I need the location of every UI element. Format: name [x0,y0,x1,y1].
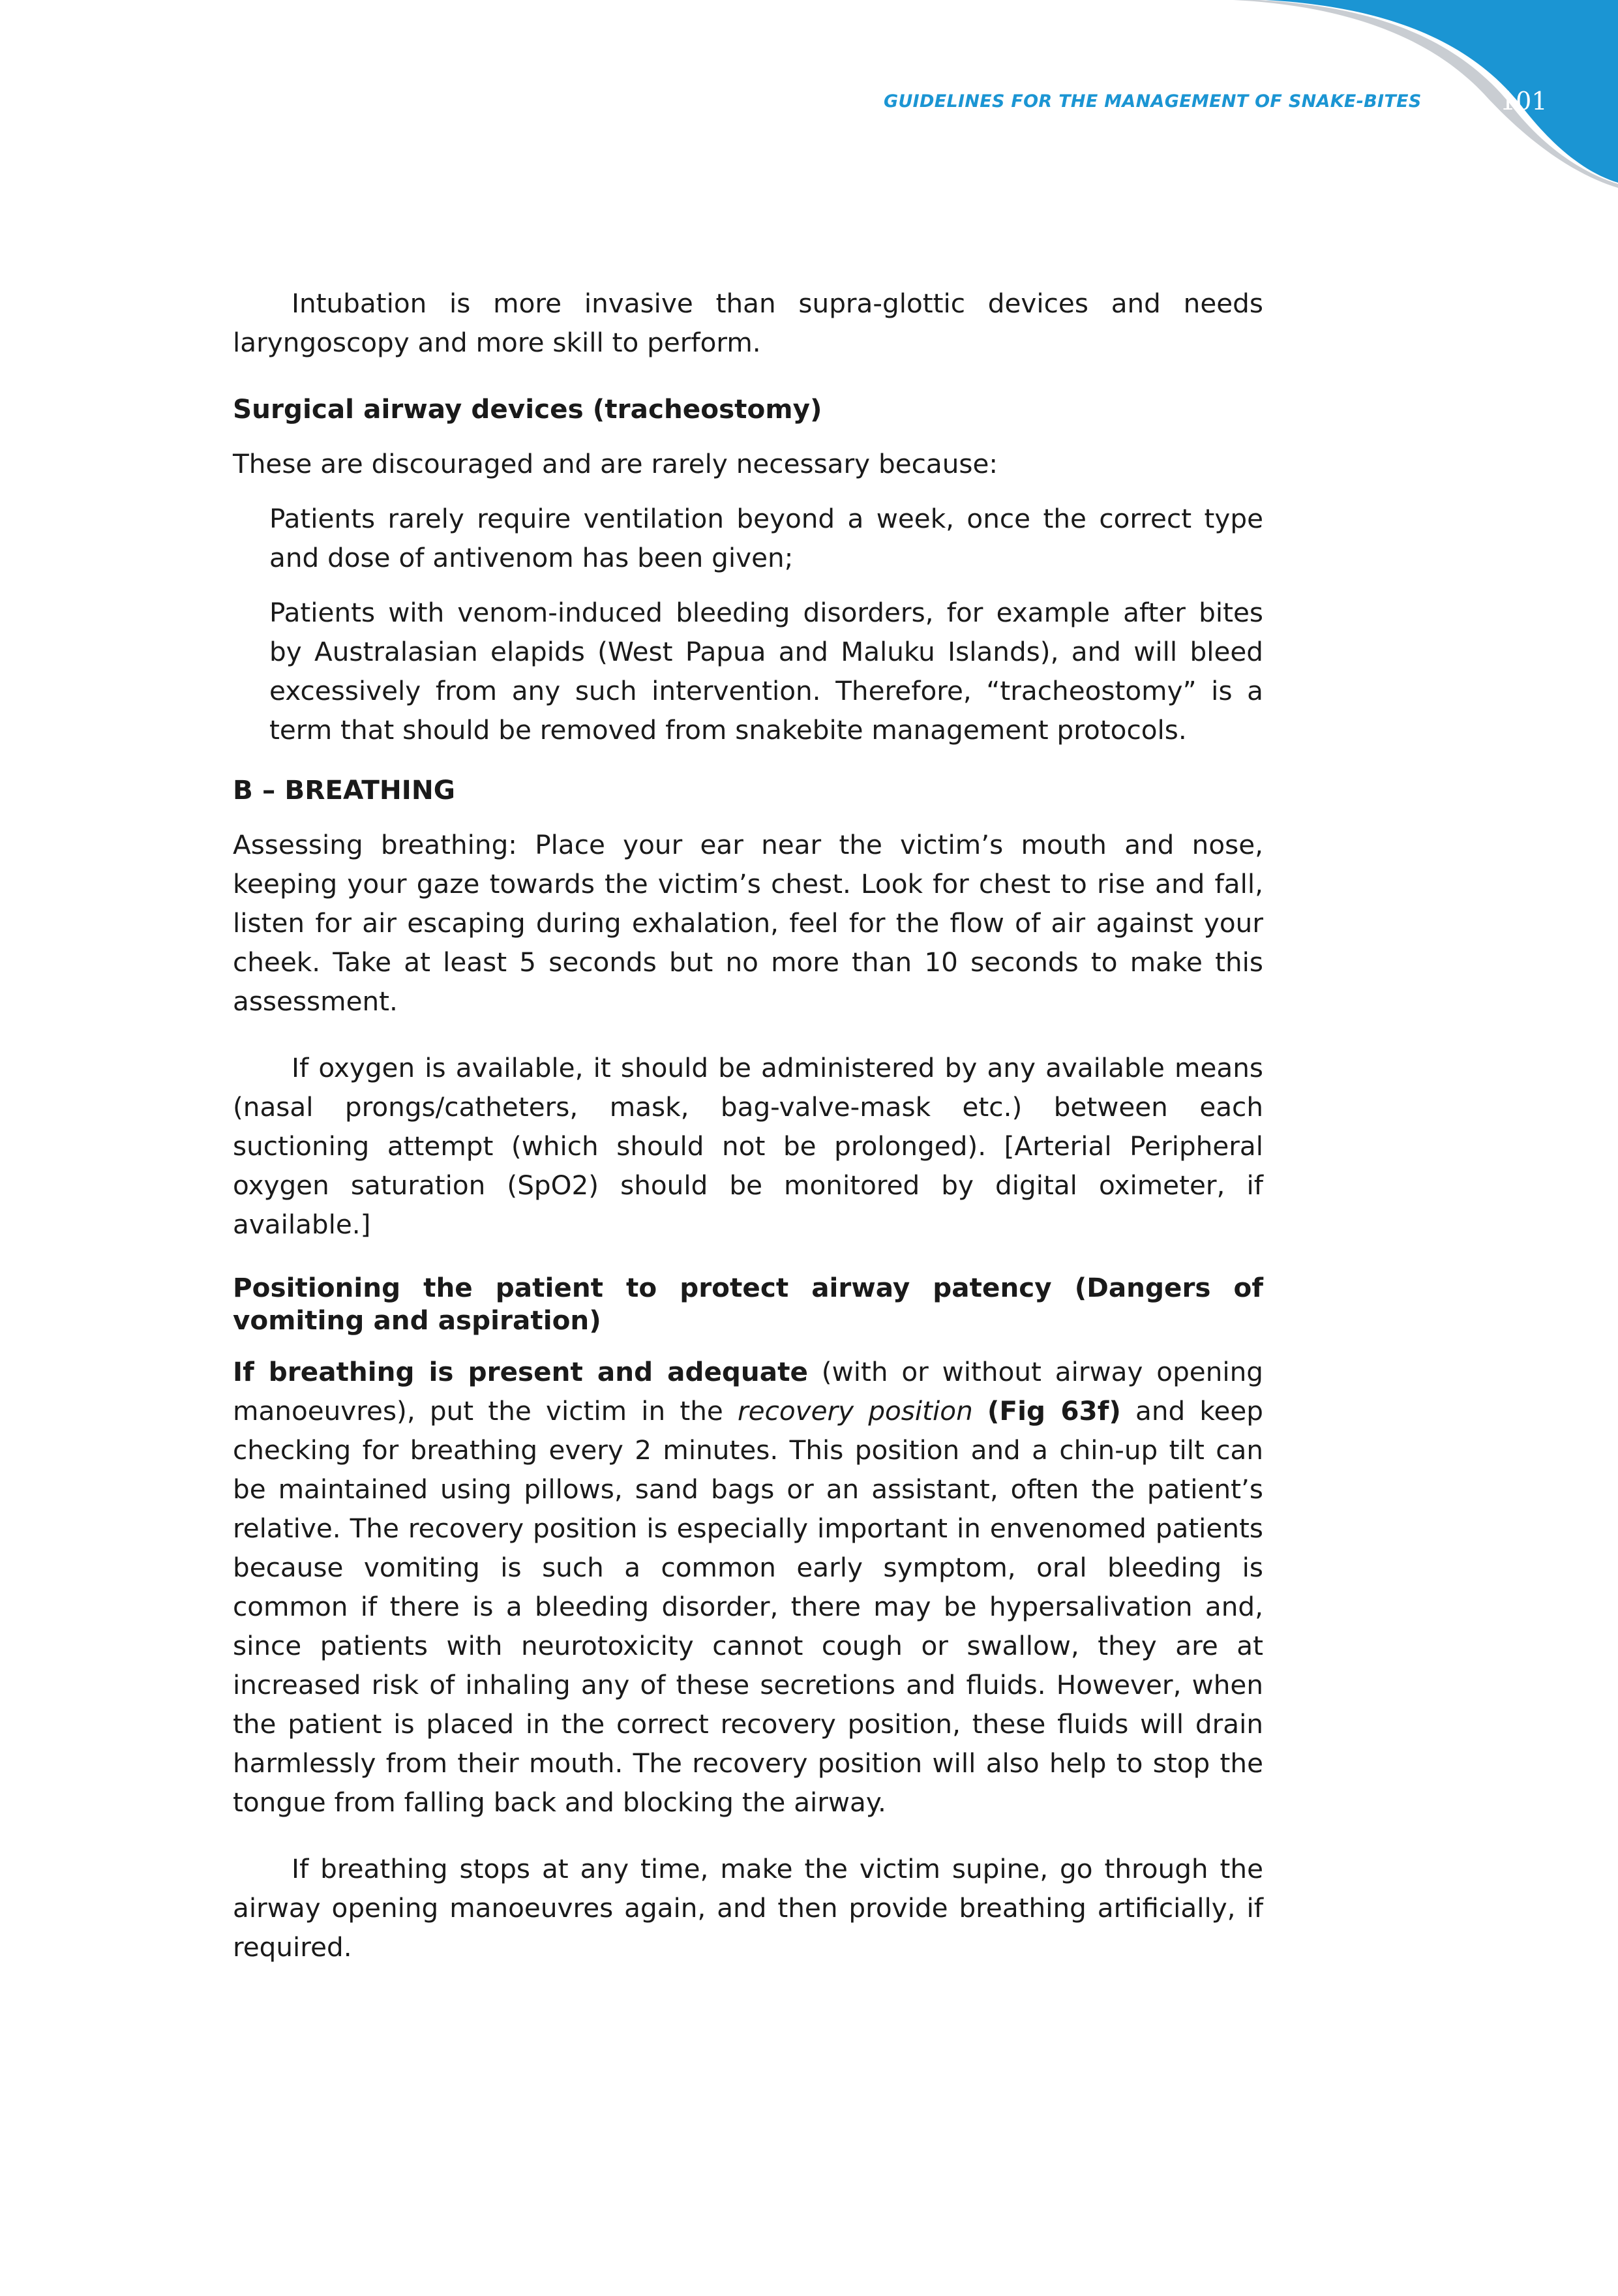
paragraph-discouraged: These are discouraged and are rarely necessary because: [233,448,998,479]
paragraph-breathing-stops: If breathing stops at any time, make the victim supine, go through the airway opening manoeuvres again, and then provide breathing artificially, if required. [233,1853,1263,1963]
italic-term: recovery position [738,1395,973,1427]
running-head: GUIDELINES FOR THE MANAGEMENT OF SNAKE-BITES [884,91,1422,112]
text-part [973,1395,987,1427]
bold-lead: If breathing is present and adequate [233,1356,808,1387]
page-content [233,284,1263,1967]
list-item: Patients with venom-induced bleeding disorders, for example after bites by Australasian elapids (West Papua and Maluku Islands), and will bleed excessively from any such intervention. Therefore, “tracheostomy” is a term that should be removed from snakebite management protocols. [269,597,1263,746]
page-number: 101 [1500,87,1548,115]
heading-positioning: Positioning the patient to protect airway patency (Dangers of vomiting and aspiration) [233,1272,1263,1336]
text-part: and keep checking for breathing every 2 minutes. This position and a chin-up tilt can be maintained using pillows, sand bags or an assistant, often the patient’s relative. The recovery position is especially important in envenomed patients because vomiting is such a common early symptom, oral bleeding is common if there is a bleeding disorder, there may be hypersalivation and, since patients with neurotoxicity cannot cough or swallow, they are at increased risk of inhaling any of these secretions and fluids. However, when the patient is placed in the correct recovery position, these fluids will drain harmlessly from their mouth. The recovery position will also help to stop the tongue from falling back and blocking the airway. [233,1395,1263,1818]
heading-surgical-airway: Surgical airway devices (tracheostomy) [233,393,822,425]
paragraph-recovery-position [233,1352,1263,1822]
paragraph-assessing-breathing: Assessing breathing: Place your ear near the victim’s mouth and nose, keeping your gaze towards the victim’s chest. Look for chest to rise and fall, listen for air escaping during exhalation, feel for the flow of air against your cheek. Take at least 5 seconds but no more than 10 seconds to make this assessment. [233,829,1263,1017]
heading-breathing: B – BREATHING [233,774,455,806]
paragraph-intubation: Intubation is more invasive than supra-glottic devices and needs laryngoscopy and more skill to perform. [233,288,1263,358]
list-item: Patients rarely require ventilation beyond a week, once the correct type and dose of antivenom has been given; [269,503,1263,573]
figure-reference: (Fig 63f) [987,1395,1121,1427]
paragraph-oxygen: If oxygen is available, it should be administered by any available means (nasal prongs/catheters, mask, bag-valve-mask etc.) between each suctioning attempt (which should not be prolonged). [Arterial Peripheral oxygen saturation (SpO2) should be monitored by digital oximeter, if available.] [233,1052,1263,1240]
text-part: (with or without airway opening manoeuvres), put the victim in the [233,1356,1263,1427]
